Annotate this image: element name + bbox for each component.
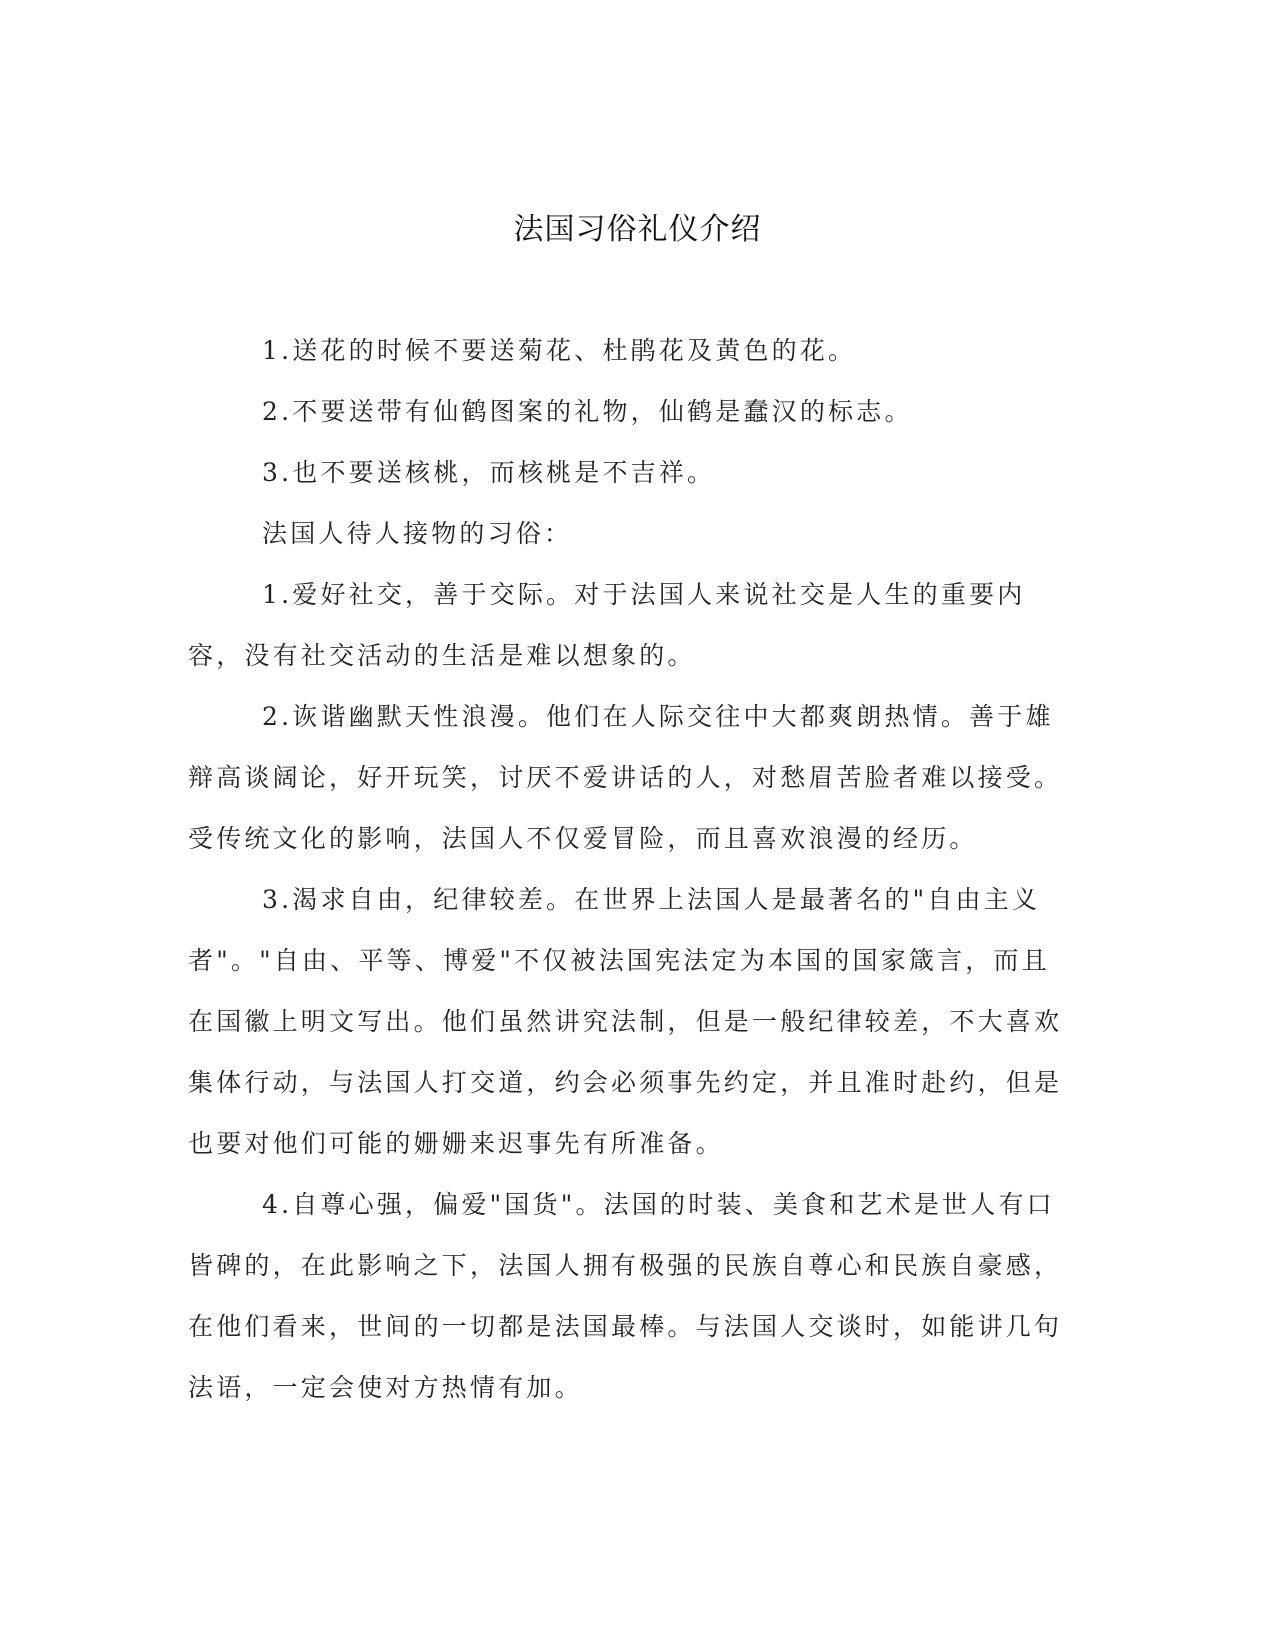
document-body: [188, 320, 1078, 1418]
paragraph-walnut-taboo: 3.也不要送核桃，而核桃是不吉祥。: [262, 458, 716, 487]
paragraph-customs-heading: 法国人待人接物的习俗：: [262, 519, 573, 548]
paragraph-social: 1.爱好社交，善于交际。对于法国人来说社交是人生的重要内容，没有社交活动的生活是难以想象的。: [188, 580, 1026, 670]
paragraph-flower-taboo: 1.送花的时候不要送菊花、杜鹃花及黄色的花。: [262, 336, 857, 365]
paragraph-crane-taboo: 2.不要送带有仙鹤图案的礼物，仙鹤是蠢汉的标志。: [262, 397, 913, 426]
document-title: 法国习俗礼仪介绍: [513, 212, 762, 247]
paragraph-pride: 4.自尊心强，偏爱"国货"。法国的时装、美食和艺术是世人有口皆碑的，在此影响之下，法国人拥有极强的民族自尊心和民族自豪感，在他们看来，世间的一切都是法国最棒。与法国人交谈时，如能讲几句法语，一定会使对方热情有加。: [188, 1190, 1063, 1402]
paragraph-freedom: 3.渴求自由，纪律较差。在世界上法国人是最著名的"自由主义者"。"自由、平等、博爱"不仅被法国宪法定为本国的国家箴言，而且在国徽上明文写出。他们虽然讲究法制，但是一般纪律较差，不大喜欢集体行动，与法国人打交道，约会必须事先约定，并且准时赴约，但是也要对他们可能的姗姗来迟事先有所准备。: [188, 885, 1063, 1158]
paragraph-humor: 2.诙谐幽默天性浪漫。他们在人际交往中大都爽朗热情。善于雄辩高谈阔论，好开玩笑，讨厌不爱讲话的人，对愁眉苦脸者难以接受。受传统文化的影响，法国人不仅爱冒险，而且喜欢浪漫的经历。: [188, 702, 1063, 853]
